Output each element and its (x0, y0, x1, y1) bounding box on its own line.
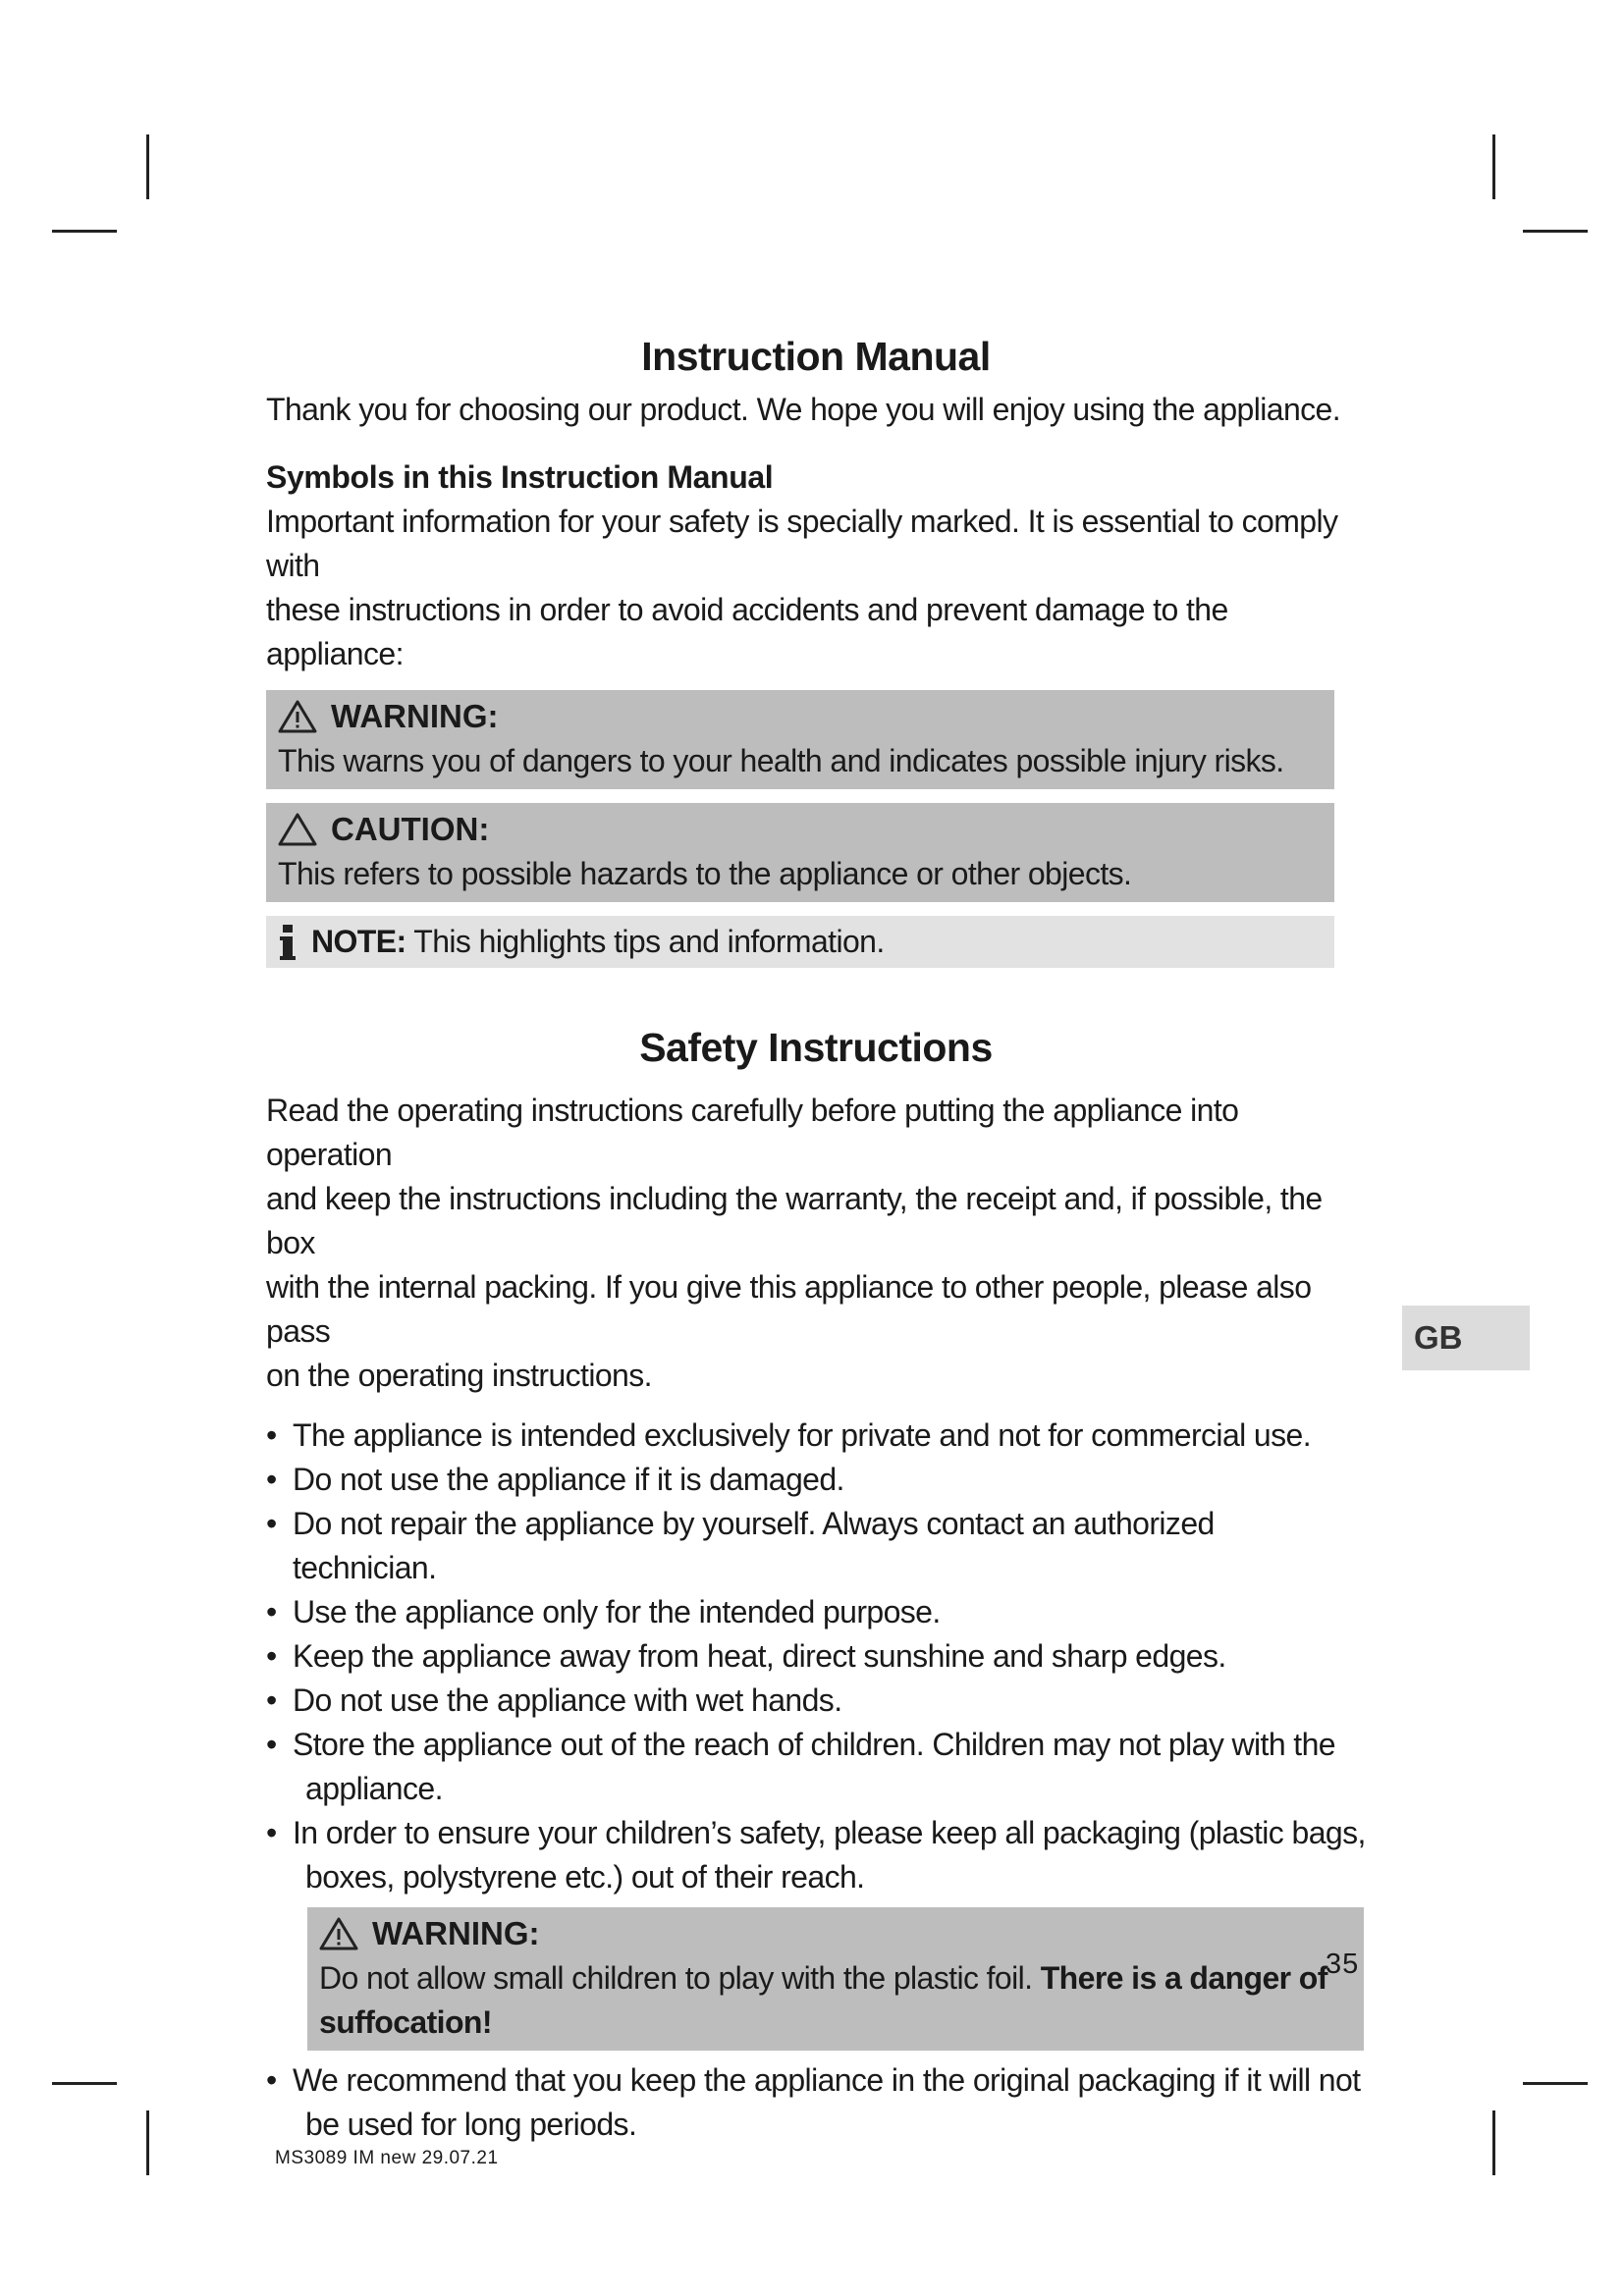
warning-triangle-icon (319, 1917, 358, 1950)
list-item (266, 1723, 1366, 1811)
bullet: • (266, 1815, 277, 1850)
page-content (266, 334, 1366, 2147)
info-icon (278, 925, 298, 960)
crop-mark (1523, 230, 1588, 233)
suffocation-warning-box (307, 1907, 1364, 2051)
list-item-text: We recommend that you keep the appliance in the original packaging if it will not (293, 2062, 1361, 2098)
list-item-text: Keep the appliance away from heat, direct sunshine and sharp edges. (293, 1638, 1226, 1674)
note-label: NOTE: (311, 924, 406, 959)
list-item-text: Store the appliance out of the reach of children. Children may not play with the (293, 1727, 1335, 1762)
list-item-text: appliance. (305, 1771, 443, 1806)
safety-intro-line: on the operating instructions. (266, 1358, 652, 1393)
suffocation-warning-text (319, 1956, 1352, 2045)
safety-intro-line: with the internal packing. If you give this appliance to other people, please also pass (266, 1269, 1312, 1349)
bullet: • (266, 1462, 277, 1497)
crop-mark (1492, 2110, 1495, 2175)
page-number: 35 (1326, 1949, 1360, 1980)
warning-box-title (278, 694, 1323, 739)
caution-box (266, 803, 1334, 902)
safety-list (266, 1414, 1366, 1899)
list-item-text: In order to ensure your children’s safety, please keep all packaging (plastic bags, (293, 1815, 1366, 1850)
crop-mark (1492, 134, 1495, 199)
safety-intro (266, 1089, 1366, 1398)
list-item (266, 1414, 1366, 1458)
symbols-text (266, 500, 1366, 676)
bullet: • (266, 1638, 277, 1674)
list-item (266, 1458, 1366, 1502)
warning-triangle-icon (278, 700, 317, 733)
crop-mark (52, 2082, 117, 2085)
warning-box (266, 690, 1334, 789)
list-item-text: Do not use the appliance with wet hands. (293, 1682, 842, 1718)
bullet: • (266, 1682, 277, 1718)
language-tab: GB (1402, 1306, 1530, 1370)
crop-mark (146, 2110, 149, 2175)
list-item (266, 1679, 1366, 1723)
list-item-text: Use the appliance only for the intended purpose. (293, 1594, 941, 1629)
suffocation-warning-body: Do not allow small children to play with the plastic foil. (319, 1960, 1041, 1996)
symbols-heading: Symbols in this Instruction Manual (266, 459, 774, 495)
safety-intro-line: Read the operating instructions carefully before putting the appliance into operation (266, 1093, 1239, 1172)
safety-intro-line: and keep the instructions including the warranty, the receipt and, if possible, the box (266, 1181, 1323, 1260)
suffocation-warning-title (319, 1911, 1352, 1956)
suffocation-warning-bold: There is a danger of (1040, 1960, 1327, 1996)
bullet: • (266, 1594, 277, 1629)
bullet: • (266, 2062, 277, 2098)
caution-triangle-icon (278, 813, 317, 846)
bullet: • (266, 1727, 277, 1762)
list-item (266, 1634, 1366, 1679)
caution-box-title (278, 807, 1323, 852)
suffocation-warning-bold: suffocation! (319, 2004, 492, 2040)
list-item-text: The appliance is intended exclusively for private and not for commercial use. (293, 1417, 1312, 1453)
bullet: • (266, 1506, 277, 1541)
list-item (266, 1502, 1366, 1590)
caution-label: CAUTION: (331, 811, 490, 847)
page-title: Instruction Manual (641, 334, 991, 379)
list-item-text: boxes, polystyrene etc.) out of their reach. (305, 1859, 865, 1895)
list-item (266, 1590, 1366, 1634)
symbols-text-line: these instructions in order to avoid accidents and prevent damage to the appliance: (266, 592, 1228, 671)
bullet: • (266, 1417, 277, 1453)
list-item-text: Do not use the appliance if it is damaged. (293, 1462, 844, 1497)
symbols-text-line: Important information for your safety is specially marked. It is essential to comply with (266, 504, 1338, 583)
list-item-text: be used for long periods. (305, 2107, 637, 2142)
suffocation-warning-label: WARNING: (372, 1915, 540, 1951)
note-body: This highlights tips and information. (406, 924, 885, 959)
safety-list-continued (266, 2058, 1366, 2147)
footer-code: MS3089 IM new 29.07.21 (275, 2148, 499, 2168)
crop-mark (1523, 2082, 1588, 2085)
safety-title: Safety Instructions (639, 1025, 993, 1070)
list-item (266, 2058, 1366, 2147)
warning-label: WARNING: (331, 698, 499, 734)
list-item-text: Do not repair the appliance by yourself. Always contact an authorized technician. (293, 1506, 1215, 1585)
caution-text: This refers to possible hazards to the appliance or other objects. (278, 856, 1132, 891)
note-text (311, 920, 885, 964)
warning-text: This warns you of dangers to your health and indicates possible injury risks. (278, 743, 1284, 778)
list-item (266, 1811, 1366, 1899)
note-box (266, 916, 1334, 968)
crop-mark (146, 134, 149, 199)
intro-text: Thank you for choosing our product. We hope you will enjoy using the appliance. (266, 392, 1341, 427)
crop-mark (52, 230, 117, 233)
